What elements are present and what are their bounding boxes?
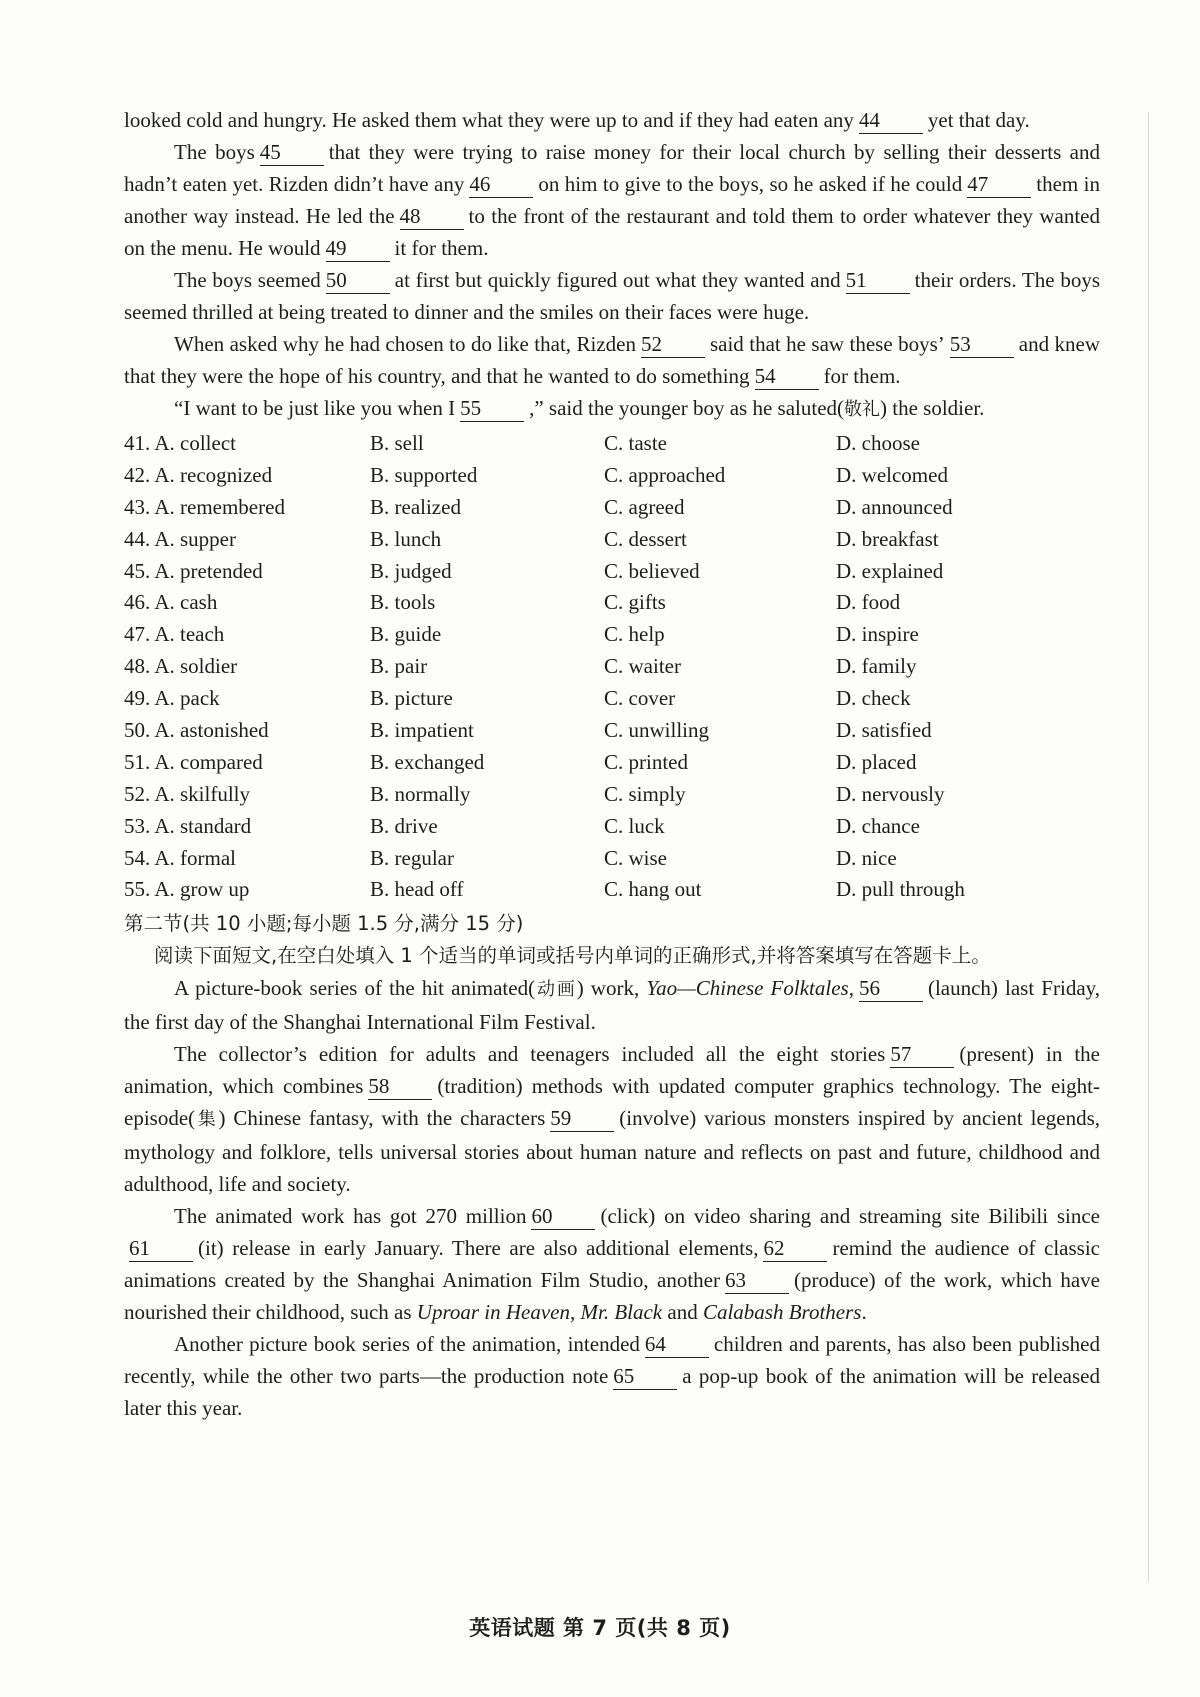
text: ,” said the younger boy as he saluted( xyxy=(529,396,845,420)
text: (launch) last Friday, the first day of the Shanghai International Film Festival. xyxy=(124,976,1101,1035)
blank-59[interactable]: 59 xyxy=(550,1105,614,1132)
option-d[interactable]: D. choose xyxy=(836,431,920,455)
passage2 xyxy=(124,972,1100,1424)
question-row xyxy=(124,524,1100,556)
passage1-paragraph-2 xyxy=(124,264,1100,328)
text: that they were trying to raise money for their local church by selling their desserts and hadn’t eaten yet. Rizden didn’t have any xyxy=(124,140,1100,196)
blank-44[interactable]: 44 xyxy=(859,107,923,134)
text: The collector’s edition for adults and teenagers included all the eight stories xyxy=(174,1042,886,1067)
blank-57[interactable]: 57 xyxy=(890,1041,954,1068)
text: them in another way instead. He led the xyxy=(124,172,1101,228)
option-b[interactable]: B. guide xyxy=(370,622,442,647)
text: remind the audience of classic animations created by the Shanghai Animation Film Studio, another xyxy=(124,1236,1100,1293)
option-d[interactable]: D. announced xyxy=(836,494,953,519)
question-row xyxy=(124,428,1100,460)
blank-55[interactable]: 55 xyxy=(460,395,524,422)
text: ) work, xyxy=(576,976,640,1001)
question-row xyxy=(124,779,1100,811)
text: (present) in the animation, which combines xyxy=(124,1042,1100,1099)
text: said that he saw these boys’ xyxy=(709,332,945,356)
blank-51[interactable]: 51 xyxy=(846,267,910,294)
blank-58[interactable]: 58 xyxy=(368,1073,432,1100)
option-c[interactable]: C. dessert xyxy=(604,526,687,551)
option-c[interactable]: C. taste xyxy=(604,431,667,455)
text: (it) release in early January. There are also additional elements, xyxy=(198,1236,759,1261)
option-a[interactable]: 47. A. teach xyxy=(124,622,225,647)
question-row xyxy=(124,747,1100,779)
option-b[interactable]: B. regular xyxy=(370,845,454,870)
text: A picture-book series of the hit animated( xyxy=(174,976,536,1001)
option-a[interactable]: 52. A. skilfully xyxy=(124,781,251,806)
text: . xyxy=(861,1300,867,1325)
blank-50[interactable]: 50 xyxy=(326,267,390,294)
option-a[interactable]: 54. A. formal xyxy=(124,845,236,870)
work-title: Calabash Brothers xyxy=(702,1300,862,1325)
option-d[interactable]: D. welcomed xyxy=(836,462,948,487)
option-c[interactable]: C. approached xyxy=(604,462,726,487)
text: and xyxy=(667,1300,698,1325)
question-row xyxy=(124,683,1100,715)
text: (involve) various monsters inspired by ancient legends, mythology and folklore, tells universal stories about human nature and reflects on past and future, childhood and adulthood, life and society. xyxy=(124,1106,1101,1197)
blank-54[interactable]: 54 xyxy=(755,363,819,390)
blank-46[interactable]: 46 xyxy=(469,171,533,198)
text: (click) on video sharing and streaming site Bilibili since xyxy=(600,1204,1100,1229)
passage1-paragraph-3 xyxy=(124,328,1100,392)
option-c[interactable]: C. help xyxy=(604,622,665,647)
passage1-paragraph-1 xyxy=(124,136,1100,264)
section-2-title: 第二节(共 10 小题;每小题 1.5 分,满分 15 分) xyxy=(124,912,524,936)
work-title: Mr. Black xyxy=(580,1300,663,1325)
option-b[interactable]: B. head off xyxy=(370,877,464,902)
text: The animated work has got 270 million xyxy=(174,1204,527,1229)
text: The boys xyxy=(174,140,255,164)
option-b[interactable]: B. lunch xyxy=(370,526,442,551)
text: on him to give to the boys, so he asked if he could xyxy=(538,172,963,196)
text: , xyxy=(569,1300,576,1325)
option-d[interactable]: D. explained xyxy=(836,558,944,583)
option-a[interactable]: 45. A. pretended xyxy=(124,558,263,583)
blank-56[interactable]: 56 xyxy=(859,975,923,1002)
text: Another picture book series of the animation, intended xyxy=(174,1332,640,1357)
option-d[interactable]: D. satisfied xyxy=(836,718,932,743)
option-b[interactable]: B. drive xyxy=(370,813,438,838)
section-2-instruction: 阅读下面短文,在空白处填入 1 个适当的单词或括号内单词的正确形式,并将答案填写在答题卡上。 xyxy=(154,944,991,968)
options-list xyxy=(124,428,1100,906)
chinese-gloss: 敬礼 xyxy=(844,399,881,420)
question-row xyxy=(124,492,1100,524)
option-a[interactable]: 51. A. compared xyxy=(124,749,263,774)
question-row xyxy=(124,587,1100,619)
option-c[interactable]: C. waiter xyxy=(604,654,681,679)
option-a[interactable]: 49. A. pack xyxy=(124,686,220,711)
option-c[interactable]: C. simply xyxy=(604,781,686,806)
option-b[interactable]: B. exchanged xyxy=(370,749,485,774)
blank-62[interactable]: 62 xyxy=(763,1235,827,1262)
passage1-paragraph-0 xyxy=(124,104,1100,136)
option-c[interactable]: C. unwilling xyxy=(604,718,710,743)
page-footer: 英语试题 第 7 页(共 8 页) xyxy=(469,1616,731,1640)
chinese-gloss: 动画 xyxy=(535,979,577,1001)
text: (tradition) methods with updated computer graphics technology. The eight-episode( xyxy=(124,1074,1100,1131)
text: yet that day. xyxy=(927,108,1030,132)
passage2-paragraph-1 xyxy=(124,972,1100,1038)
option-d[interactable]: D. food xyxy=(836,590,901,615)
margin-line xyxy=(1148,112,1149,1582)
option-b[interactable]: B. normally xyxy=(370,781,471,806)
option-b[interactable]: B. judged xyxy=(370,558,452,583)
blank-47[interactable]: 47 xyxy=(967,171,1031,198)
text: at first but quickly figured out what they wanted and xyxy=(394,268,841,292)
text: The boys seemed xyxy=(174,268,321,292)
question-row xyxy=(124,811,1100,843)
blank-60[interactable]: 60 xyxy=(531,1203,595,1230)
text: children and parents, has also been published recently, while the other two parts—the production note xyxy=(124,1332,1101,1389)
option-c[interactable]: C. gifts xyxy=(604,590,666,615)
question-row xyxy=(124,843,1100,875)
text: ) the soldier. xyxy=(880,396,985,420)
option-c[interactable]: C. agreed xyxy=(604,494,685,519)
option-c[interactable]: C. luck xyxy=(604,813,665,838)
option-a[interactable]: 46. A. cash xyxy=(124,590,218,615)
passage2-paragraph-2 xyxy=(124,1038,1100,1200)
option-a[interactable]: 44. A. supper xyxy=(124,526,236,551)
question-row xyxy=(124,874,1100,906)
option-a[interactable]: 50. A. astonished xyxy=(124,718,269,743)
option-a[interactable]: 42. A. recognized xyxy=(124,462,273,487)
text: looked cold and hungry. He asked them what they were up to and if they had eaten any xyxy=(124,108,854,132)
option-a[interactable]: 55. A. grow up xyxy=(124,877,250,902)
option-b[interactable]: B. sell xyxy=(370,431,424,455)
option-b[interactable]: B. realized xyxy=(370,494,461,519)
blank-48[interactable]: 48 xyxy=(400,203,464,230)
text: it for them. xyxy=(394,236,489,260)
blank-61[interactable]: 61 xyxy=(129,1235,193,1262)
text: (produce) of the work, which have nourished their childhood, such as xyxy=(124,1268,1100,1325)
blank-65[interactable]: 65 xyxy=(613,1363,677,1390)
text: for them. xyxy=(823,364,901,388)
chinese-gloss: 集 xyxy=(195,1109,219,1131)
option-b[interactable]: B. impatient xyxy=(370,718,474,743)
question-row xyxy=(124,715,1100,747)
option-d[interactable]: D. nervously xyxy=(836,781,945,806)
text: “I want to be just like you when I xyxy=(174,396,456,420)
option-c[interactable]: C. believed xyxy=(604,558,700,583)
blank-64[interactable]: 64 xyxy=(645,1331,709,1358)
text: ) Chinese fantasy, with the characters xyxy=(218,1106,546,1131)
question-row xyxy=(124,556,1100,588)
text: a pop-up book of the animation will be released later this year. xyxy=(124,1364,1100,1421)
blank-53[interactable]: 53 xyxy=(950,331,1014,358)
option-d[interactable]: D. placed xyxy=(836,749,917,774)
option-d[interactable]: D. pull through xyxy=(836,877,965,902)
text: their orders. The boys seemed thrilled at being treated to dinner and the smiles on their faces were huge. xyxy=(124,268,1100,324)
option-b[interactable]: B. supported xyxy=(370,462,478,487)
option-a[interactable]: 41. A. collect xyxy=(124,431,236,455)
option-c[interactable]: C. cover xyxy=(604,686,676,711)
work-title: Yao—Chinese Folktales xyxy=(646,976,849,1001)
question-row xyxy=(124,651,1100,683)
option-c[interactable]: C. wise xyxy=(604,845,667,870)
option-a[interactable]: 48. A. soldier xyxy=(124,654,238,679)
option-d[interactable]: D. nice xyxy=(836,845,897,870)
option-b[interactable]: B. pair xyxy=(370,654,428,679)
question-row xyxy=(124,460,1100,492)
text: and knew that they were the hope of his country, and that he wanted to do something xyxy=(124,332,1100,388)
option-d[interactable]: D. chance xyxy=(836,813,920,838)
blank-49[interactable]: 49 xyxy=(326,235,390,262)
blank-63[interactable]: 63 xyxy=(725,1267,789,1294)
work-title: Uproar in Heaven xyxy=(416,1300,570,1325)
exam-page xyxy=(124,104,1100,1424)
blank-52[interactable]: 52 xyxy=(641,331,705,358)
option-b[interactable]: B. picture xyxy=(370,686,453,711)
text: , xyxy=(848,976,854,1001)
blank-45[interactable]: 45 xyxy=(260,139,324,166)
option-d[interactable]: D. check xyxy=(836,686,911,711)
option-d[interactable]: D. breakfast xyxy=(836,526,939,551)
option-c[interactable]: C. printed xyxy=(604,749,688,774)
option-d[interactable]: D. family xyxy=(836,654,917,679)
option-a[interactable]: 43. A. remembered xyxy=(124,494,285,519)
option-c[interactable]: C. hang out xyxy=(604,877,702,902)
passage1-paragraph-4 xyxy=(124,392,1100,426)
text: to the front of the restaurant and told them to order whatever they wanted on the menu. He would xyxy=(124,204,1100,260)
question-row xyxy=(124,619,1100,651)
passage2-paragraph-3 xyxy=(124,1200,1100,1328)
option-d[interactable]: D. inspire xyxy=(836,622,919,647)
option-b[interactable]: B. tools xyxy=(370,590,436,615)
text: When asked why he had chosen to do like that, Rizden xyxy=(174,332,636,356)
passage2-paragraph-4 xyxy=(124,1328,1100,1424)
option-a[interactable]: 53. A. standard xyxy=(124,813,252,838)
